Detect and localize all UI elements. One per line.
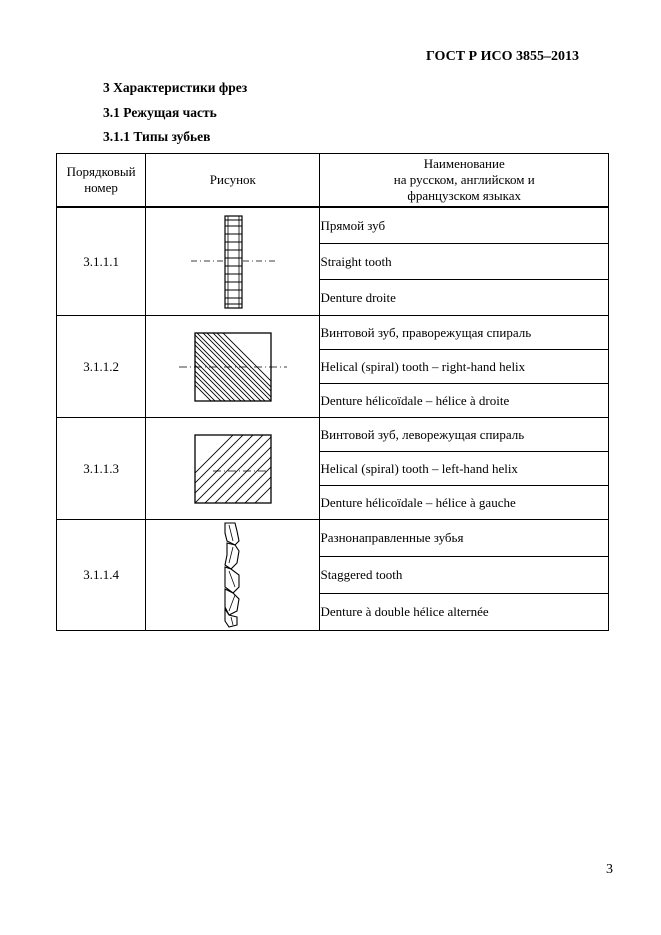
column-header-name-line1: Наименование	[423, 156, 505, 171]
tooth-types-table	[56, 153, 609, 631]
subsubsection-heading: 3.1.1 Типы зубьев	[103, 129, 211, 144]
name-english: Straight tooth	[320, 244, 609, 280]
name-french: Denture hélicoïdale – hélice à droite	[320, 384, 609, 418]
name-french: Denture droite	[320, 280, 609, 316]
left-hand-helix-figure	[146, 418, 320, 520]
name-french: Denture hélicoïdale – hélice à gauche	[320, 486, 609, 520]
subsection-heading: 3.1 Режущая часть	[103, 105, 217, 120]
row-number: 3.1.1.3	[57, 418, 146, 520]
column-header-name	[320, 154, 609, 208]
section-heading: 3 Характеристики фрез	[103, 80, 248, 95]
name-english: Helical (spiral) tooth – right-hand helix	[320, 350, 609, 384]
standard-designation: ГОСТ Р ИСО 3855–2013	[425, 49, 579, 64]
staggered-tooth-figure	[146, 520, 320, 631]
column-header-figure: Рисунок	[146, 154, 320, 208]
column-header-name-line2: на русском, английском и	[393, 172, 535, 187]
table-row	[57, 418, 609, 452]
right-hand-helix-icon	[173, 325, 293, 409]
straight-tooth-figure	[146, 207, 320, 316]
name-french: Denture à double hélice alternée	[320, 594, 609, 631]
name-english: Staggered tooth	[320, 557, 609, 594]
row-number: 3.1.1.4	[57, 520, 146, 631]
name-english: Helical (spiral) tooth – left-hand helix	[320, 452, 609, 486]
name-russian: Винтовой зуб, леворежущая спираль	[320, 418, 609, 452]
left-hand-helix-icon	[173, 427, 293, 511]
table-header-row	[57, 154, 609, 208]
table-row	[57, 207, 609, 244]
column-header-number: Порядковый номер	[57, 154, 146, 208]
table-row	[57, 520, 609, 557]
straight-tooth-icon	[173, 214, 293, 310]
name-russian: Разнонаправленные зубья	[320, 520, 609, 557]
name-russian: Прямой зуб	[320, 207, 609, 244]
right-hand-helix-figure	[146, 316, 320, 418]
staggered-tooth-icon	[173, 521, 293, 629]
row-number: 3.1.1.1	[57, 207, 146, 316]
name-russian: Винтовой зуб, праворежущая спираль	[320, 316, 609, 350]
page-number: 3	[606, 862, 613, 877]
row-number: 3.1.1.2	[57, 316, 146, 418]
column-header-name-line3: французском языках	[407, 188, 522, 203]
table-row	[57, 316, 609, 350]
